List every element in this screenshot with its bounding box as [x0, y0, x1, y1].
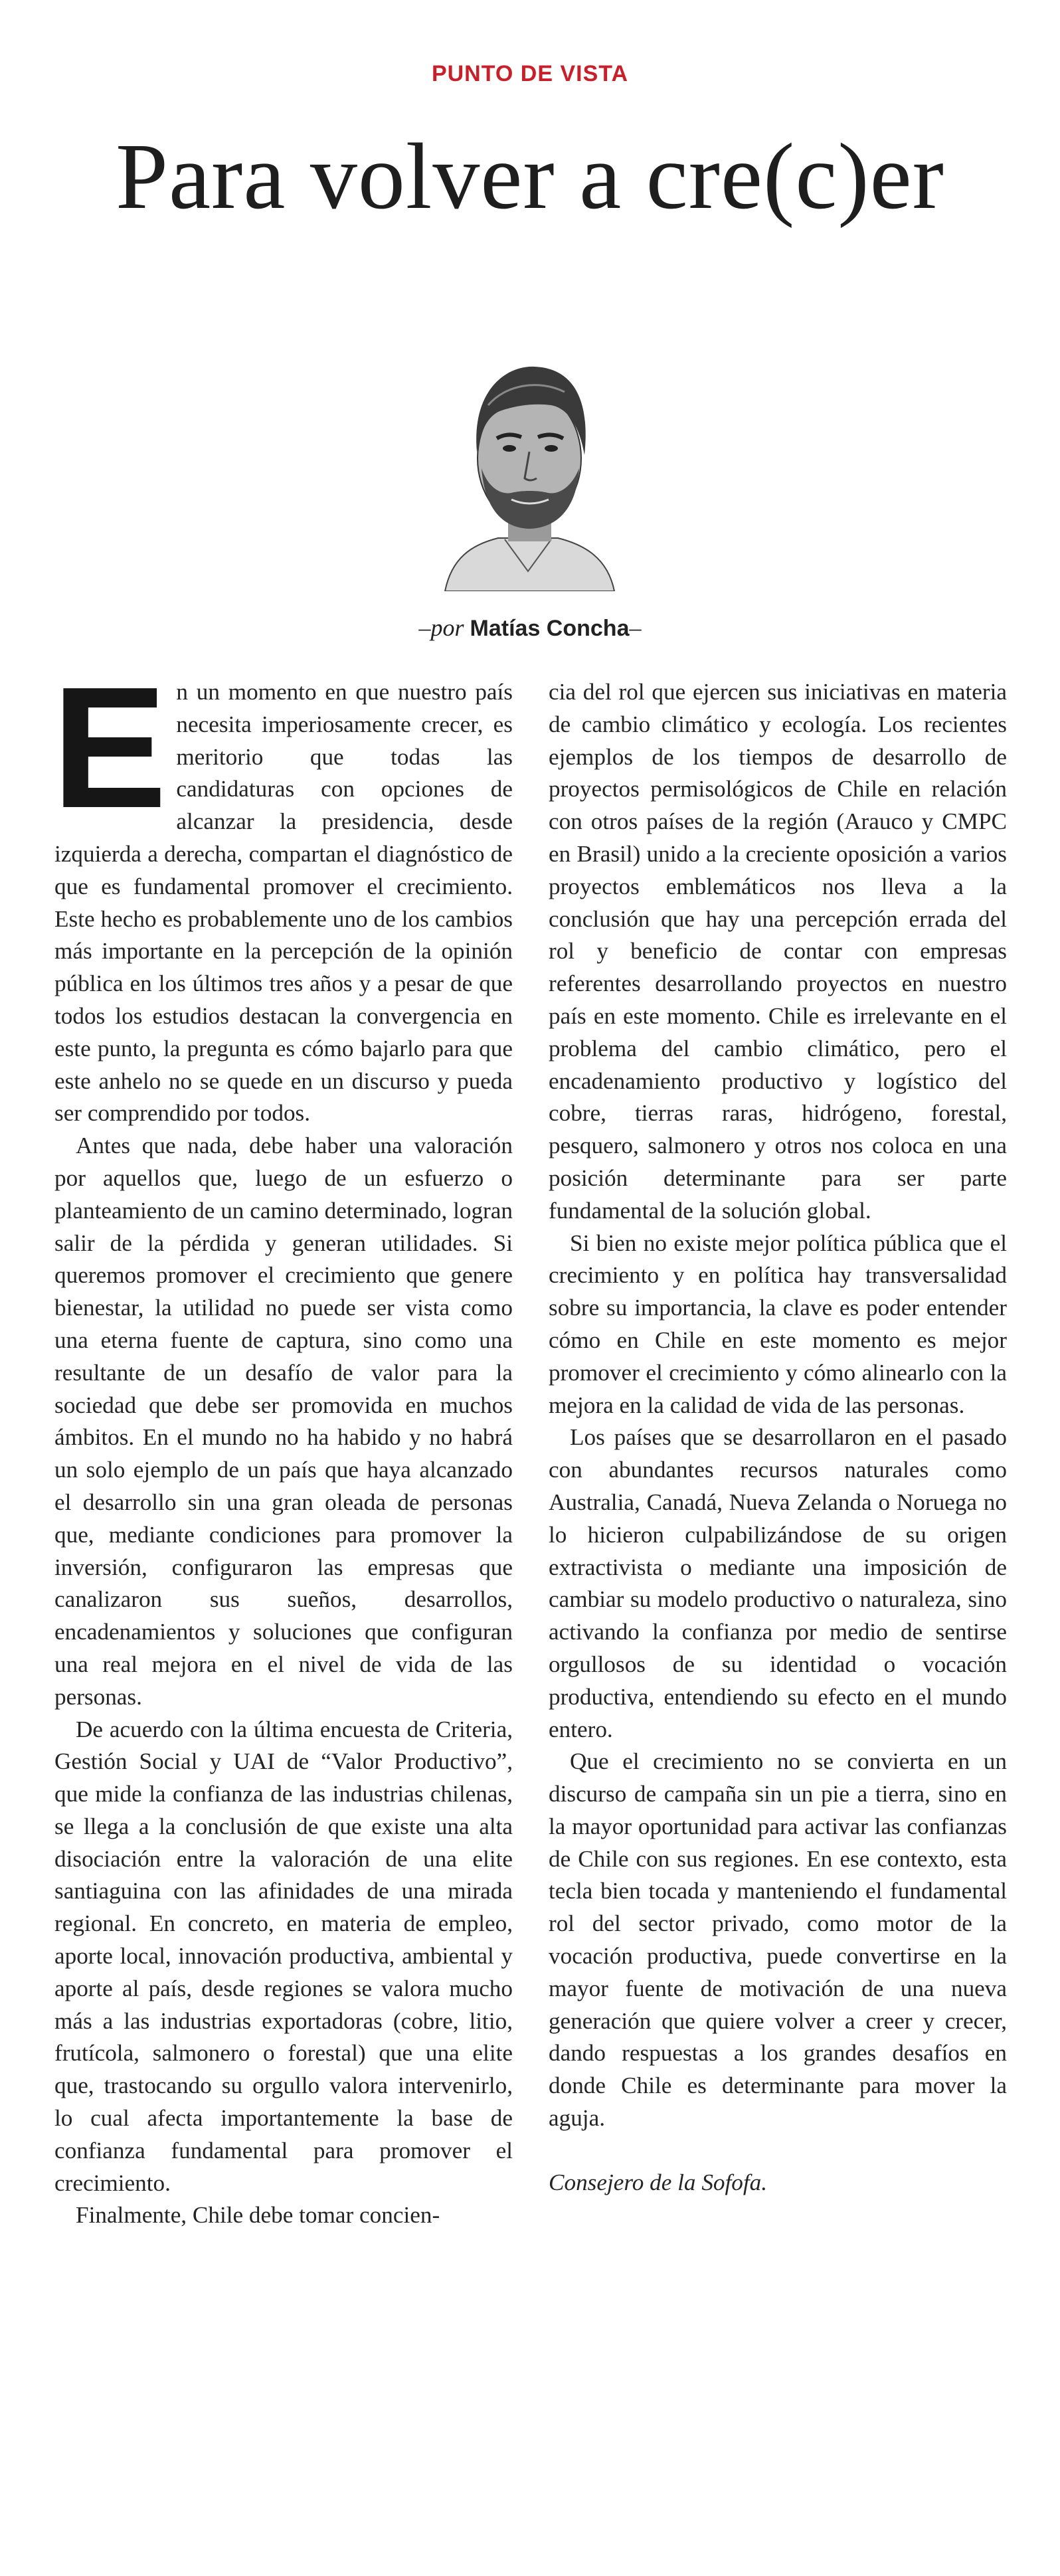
paragraph-1-text: n un momento en que nuestro país necesita imperiosamente crecer, es meritorio que todas las candidaturas con opciones de alcanzar la presidencia, desde izquierda a derecha, compartan el diagnóstico de que es fundamental promover el crecimiento. Este hecho es probablemente uno de los cambios más importante en la percepción de la opinión pública en los últimos tres años y a pesar de que todos los estudios destacan la convergencia en este punto, la pregunta es cómo bajarlo para que este anhelo no se quede en un discurso y pueda ser comprendido por todos. — [54, 679, 513, 1127]
paragraph-3: De acuerdo con la última encuesta de Criteria, Gestión Social y UAI de “Valor Productivo”, que mide la confianza de las industrias chilenas, se llega a la conclusión de que existe una alta disociación entre la valoración de una elite santiaguina con las afinidades de una mirada regional. En concreto, en materia de empleo, aporte local, innovación productiva, ambiental y aporte al país, desde regiones se valora mucho más a las industrias exportadoras (cobre, litio, frutícola, salmonero o forestal) que una elite que, trastocando su orgullo valora intervenirlo, lo cual afecta importantemente la base de confianza fundamental para promover el crecimiento. — [54, 1716, 513, 2196]
article-column-right — [549, 676, 1007, 2199]
section-kicker: PUNTO DE VISTA — [431, 61, 629, 86]
headline: Para volver a cre(c)er — [116, 124, 944, 229]
paragraph-5: Si bien no existe mejor política pública que el crecimiento y en política hay transversalidad sobre su importancia, la clave es poder entender cómo en Chile en este momento es mejor promover el crecimiento y cómo alinearlo con la mejora en la calidad de vida de las personas. — [549, 1230, 1007, 1418]
paragraph-6: Los países que se desarrollaron en el pasado con abundantes recursos naturales como Australia, Canadá, Nueva Zelanda o Noruega no lo hicieron culpabilizándose de su origen extractivista o mediante una imposición de cambiar su modelo productivo o naturaleza, sino activando la confianza por medio de sentirse orgullosos de su identidad o vocación productiva, entendiendo su efecto en el mundo entero. — [549, 1424, 1007, 1742]
paragraph-4-start: Finalmente, Chile debe tomar concien- — [76, 2202, 440, 2229]
article-column-left — [52, 652, 513, 2232]
drop-cap: E — [52, 652, 167, 844]
byline-prefix: –por — [418, 614, 464, 641]
byline-suffix: – — [629, 614, 642, 641]
author-signature: Consejero de la Sofofa. — [549, 2169, 768, 2195]
author-portrait — [425, 345, 631, 591]
paragraph-4-continued: cia del rol que ejercen sus iniciativas en materia de cambio climático y ecología. Los recientes ejemplos de los tiempos de desarrollo de proyectos permisológicos de Chile en relación con otros países de la región (Arauco y CMPC en Brasil) unido a la creciente oposición a varios proyectos emblemáticos nos lleva a la conclusión que hay una percepción errada del rol y beneficio de contar con empresas referentes desarrollando proyectos en nuestro país en este momento. Chile es irrelevante en el problema del cambio climático, pero el encadenamiento productivo y logístico del cobre, tierras raras, hidrógeno, forestal, pesquero, salmonero y otros nos coloca en una posición determinante para ser parte fundamental de la solución global. — [549, 679, 1007, 1224]
paragraph-2: Antes que nada, debe haber una valoración por aquellos que, luego de un esfuerzo o planteamiento de un camino determinado, logran salir de la pérdida y generan utilidades. Si queremos promover el crecimiento que genere bienestar, la utilidad no puede ser vista como una eterna fuente de captura, sino como una resultante de un desafío de valor para la sociedad que debe ser promovida en muchos ámbitos. En el mundo no ha habido y no habrá un solo ejemplo de un país que haya alcanzado el desarrollo sin una gran oleada de personas que, mediante condiciones para promover la inversión, configuraron las empresas que canalizaron sus sueños, desarrollos, encadenamientos y soluciones que configuran una real mejora en el nivel de vida de las personas. — [54, 1133, 513, 1710]
author-name: Matías Concha — [470, 616, 630, 641]
byline — [0, 614, 1060, 642]
paragraph-1 — [52, 652, 513, 1130]
paragraph-7: Que el crecimiento no se convierta en un discurso de campaña sin un pie a tierra, sino en la mayor oportunidad para activar las confianzas de Chile con sus regiones. En ese contexto, esta tecla bien tocada y manteniendo el fundamental rol del sector privado, como motor de la vocación productiva, puede convertirse en la mayor fuente de motivación de una nueva generación que quiere volver a creer y crecer, dando respuestas a los grandes desafíos en donde Chile es determinante para mover la aguja. — [549, 1748, 1007, 2132]
